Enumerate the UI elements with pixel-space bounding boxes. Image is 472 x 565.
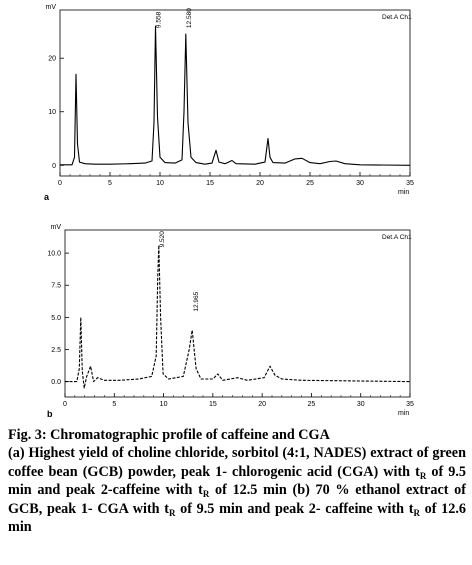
chart-b-peak-label: 12.965 bbox=[192, 291, 200, 312]
chart-a-peak-label: 12.580 bbox=[185, 8, 193, 29]
chart-a-x-axis-label: min bbox=[398, 189, 410, 196]
chart-b-y-tick-label: 0.0 bbox=[51, 379, 61, 387]
caption-text-5: of 12.6 min bbox=[8, 500, 466, 536]
caption-body bbox=[8, 444, 466, 536]
chart-b-x-tick-label: 10 bbox=[159, 401, 168, 408]
chart-b-x-tick-label: 25 bbox=[307, 401, 316, 408]
caption-subscript-2: R bbox=[202, 489, 210, 500]
chart-b-x-tick-label: 35 bbox=[406, 401, 414, 408]
chart-b-x-tick-label: 5 bbox=[112, 401, 117, 408]
chart-b-y-tick-label: 7.5 bbox=[51, 282, 61, 290]
chart-a-y-tick-label: 10 bbox=[48, 109, 56, 117]
chart-b-panel-label: b bbox=[47, 409, 53, 419]
chart-a-x-tick-label: 0 bbox=[58, 180, 62, 187]
caption-title: Fig. 3: Chromatographic profile of caffeine and CGA bbox=[8, 427, 330, 443]
chart-a-y-tick-label: 0 bbox=[52, 162, 56, 170]
caption-text-4: of 9.5 min and peak 2- caffeine with t bbox=[175, 500, 414, 517]
chart-a-x-tick-label: 10 bbox=[156, 180, 164, 187]
chart-a-panel-label: a bbox=[44, 192, 50, 202]
chart-b-trace bbox=[65, 245, 410, 388]
chart-b-detector-label: Det.A Ch1 bbox=[382, 234, 412, 241]
chart-b-y-axis-label: mV bbox=[50, 224, 61, 231]
caption-subscript-1: R bbox=[419, 470, 427, 481]
chart-a-trace bbox=[60, 26, 410, 165]
chart-b-y-tick-label: 10.0 bbox=[47, 250, 61, 258]
caption-text-3: of 12.5 min (b) 70 % ethanol extract of GCB, peak 1- CGA with t bbox=[8, 482, 466, 517]
chart-a-x-tick-label: 20 bbox=[256, 180, 264, 187]
chart-b-x-tick-label: 30 bbox=[356, 401, 365, 408]
caption-text-1: (a) Highest yield of choline chloride, sorbitol (4:1, NADES) extract of green coffee bean (GCB) powder, peak 1- chlorogenic acid (CGA) with t bbox=[8, 445, 466, 480]
caption-text-2: of 9.5 min and peak 2-caffeine with t bbox=[8, 463, 466, 499]
chart-a-x-tick-label: 5 bbox=[108, 180, 112, 187]
caption-subscript-3: R bbox=[168, 507, 176, 518]
chart-a-x-tick-label: 15 bbox=[206, 180, 214, 187]
chart-a-y-tick-label: 20 bbox=[48, 55, 56, 63]
chart-b-x-tick-label: 15 bbox=[208, 401, 217, 408]
chart-b-plot-frame bbox=[65, 230, 410, 397]
chart-b-peak-label: 9.520 bbox=[158, 231, 166, 248]
chart-b-x-axis-label: min bbox=[398, 410, 410, 417]
chart-a-x-tick-label: 30 bbox=[356, 180, 364, 187]
caption-subscript-4: R bbox=[413, 507, 420, 518]
chart-b-y-tick-label: 5.0 bbox=[51, 314, 61, 322]
chart-b-x-tick-label: 0 bbox=[63, 401, 67, 408]
chart-b-y-tick-label: 2.5 bbox=[51, 346, 61, 354]
chart-a-x-tick-label: 25 bbox=[306, 180, 314, 187]
figure-caption bbox=[8, 426, 466, 536]
chart-a-y-axis-label: mV bbox=[45, 4, 56, 11]
chart-a-x-tick-label: 35 bbox=[406, 180, 414, 187]
chart-a-detector-label: Det.A Ch1 bbox=[382, 14, 412, 21]
chart-b-x-tick-label: 20 bbox=[258, 401, 267, 408]
chart-a-plot-frame bbox=[60, 10, 410, 176]
chart-a-peak-label: 9.558 bbox=[155, 11, 163, 29]
